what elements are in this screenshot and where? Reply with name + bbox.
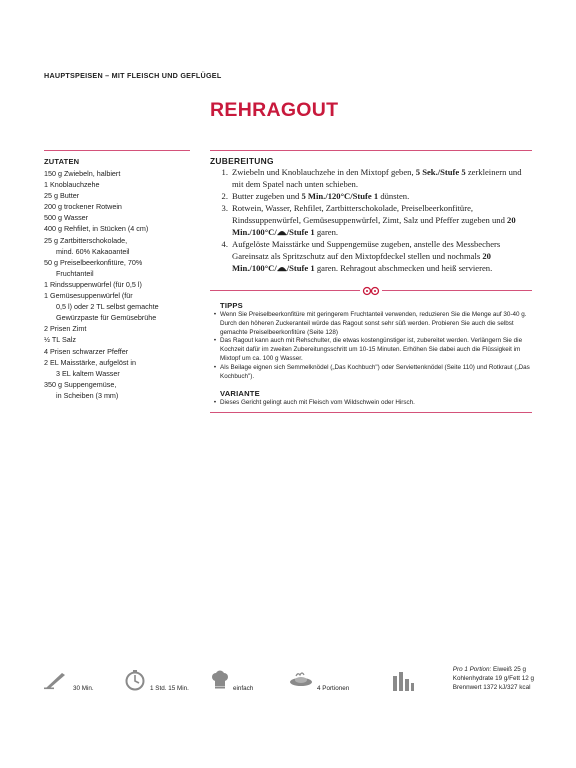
ingredient-line-continued: Gewürzpaste für Gemüsebrühe bbox=[56, 313, 157, 323]
ingredient-line: 150 g Zwiebeln, halbiert bbox=[44, 169, 121, 178]
difficulty-label: einfach bbox=[233, 685, 254, 692]
tips-title: TIPPS bbox=[220, 301, 243, 310]
ingredient-item bbox=[44, 257, 190, 279]
ingredients-panel bbox=[44, 150, 190, 401]
recipe-title: REHRAGOUT bbox=[210, 99, 339, 121]
ingredient-line-continued: 0,5 l) oder 2 TL selbst gemachte bbox=[56, 302, 159, 312]
step-number: 1. bbox=[221, 167, 228, 177]
nutrition-carbs-fat: Kohlenhydrate 19 g/Fett 12 g bbox=[452, 675, 534, 683]
tips-list bbox=[210, 311, 532, 381]
preparation-panel bbox=[210, 150, 532, 413]
step-text-c: dünsten. bbox=[378, 191, 410, 201]
counter-clockwise-icon bbox=[277, 227, 287, 237]
ingredient-line: 1 Rindssuppenwürfel (für 0,5 l) bbox=[44, 279, 142, 289]
preparation-title: ZUBEREITUNG bbox=[210, 156, 274, 166]
ingredient-item bbox=[44, 223, 190, 234]
ingredient-item bbox=[44, 168, 190, 179]
preparation-step bbox=[210, 238, 532, 274]
ingredient-line: 2 Prisen Zimt bbox=[44, 324, 87, 334]
step-speed: /Stufe 1 bbox=[286, 263, 315, 273]
preparation-step bbox=[210, 190, 532, 202]
portions-label: 4 Portionen bbox=[317, 685, 350, 692]
recipe-footer bbox=[44, 668, 534, 698]
tips-text: Wenn Sie Preiselbeerkonfitüre mit geringerem Fruchtanteil verwenden, reduzieren Sie die Menge auf 30-40 g. Durch den höheren Zuckeranteil würde das Ragout sonst sehr süß werden. Probieren Sie auch die selbst gemachte Preiselbeerkonfitüre (Seite 128) bbox=[220, 311, 527, 336]
step-number: 3. bbox=[221, 203, 228, 213]
ingredient-item bbox=[44, 279, 190, 290]
ingredient-item bbox=[44, 357, 190, 379]
total-time-label: 1 Std. 15 Min. bbox=[150, 685, 189, 692]
ingredient-line: 25 g Butter bbox=[44, 191, 80, 201]
ingredient-line: 2 EL Maisstärke, aufgelöst in bbox=[44, 357, 137, 367]
step-setting: 20 Min./100°C/ bbox=[232, 215, 516, 237]
ingredient-item bbox=[44, 235, 190, 257]
bullet-icon: • bbox=[213, 337, 217, 345]
ingredient-line-continued: Fruchtanteil bbox=[56, 268, 94, 278]
ingredient-item bbox=[44, 323, 190, 334]
ingredient-line-continued: mind. 60% Kakaoanteil bbox=[56, 246, 130, 256]
preparation-step bbox=[210, 166, 532, 190]
step-text bbox=[232, 166, 532, 190]
ingredient-line: 4 Prisen schwarzer Pfeffer bbox=[44, 346, 129, 356]
tips-item bbox=[210, 337, 532, 363]
step-text-a: Zwiebeln und Knoblauchzehe in den Mixtopf geben, bbox=[232, 167, 416, 177]
step-number: 4. bbox=[221, 239, 228, 249]
ingredient-item bbox=[44, 179, 190, 190]
step-text-c: zerkleinern und mit dem Spatel nach unten schieben. bbox=[232, 167, 522, 189]
ingredient-item bbox=[44, 379, 190, 401]
tips-text: Als Beilage eignen sich Semmelknödel („Das Kochbuch") oder Serviettenknödel (Seite 110) und Rotkraut („Das Kochbuch"). bbox=[220, 363, 530, 380]
nutrition-per-portion: Pro 1 Portion: bbox=[452, 666, 492, 673]
ingredient-item bbox=[44, 346, 190, 357]
ingredient-line: 200 g trockener Rotwein bbox=[44, 202, 122, 212]
ingredients-title: ZUTATEN bbox=[44, 157, 80, 166]
tips-item bbox=[210, 311, 532, 337]
step-setting: 5 Sek./Stufe 5 bbox=[415, 167, 466, 177]
step-text-a: Butter zugeben und bbox=[232, 191, 302, 201]
step-text bbox=[232, 202, 532, 238]
tips-item bbox=[210, 364, 532, 382]
step-text-e: garen. Rehragout abschmecken und heiß servieren. bbox=[314, 263, 493, 273]
ingredient-item bbox=[44, 334, 190, 345]
ornament-divider bbox=[210, 284, 532, 298]
ingredient-line-continued: in Scheiben (3 mm) bbox=[56, 390, 119, 400]
step-text-a: Rotwein, Wasser, Rehfilet, Zartbitterschokolade, Preiselbeerkonfitüre, Rindssuppenwürfel, Gemüsesuppenwürfel, Zimt, Salz und Pfeffer zugeben und bbox=[232, 203, 508, 225]
variant-list bbox=[210, 399, 532, 408]
step-text-e: garen. bbox=[314, 227, 339, 237]
ingredient-line: 400 g Rehfilet, in Stücken (4 cm) bbox=[44, 224, 149, 234]
nutrition-protein: Eiweiß 25 g bbox=[493, 666, 526, 673]
preparation-step bbox=[210, 202, 532, 238]
ingredient-line: ½ TL Salz bbox=[44, 335, 76, 345]
ingredient-item bbox=[44, 201, 190, 212]
ingredient-item bbox=[44, 212, 190, 223]
ingredient-line: 1 Gemüsesuppenwürfel (für bbox=[44, 291, 133, 301]
chef-hat-icon bbox=[210, 670, 230, 695]
step-setting: 5 Min./120°C/Stufe 1 bbox=[301, 191, 379, 201]
variant-title: VARIANTE bbox=[220, 389, 260, 399]
tips-text: Das Ragout kann auch mit Rehschulter, die etwas kostengünstiger ist, zubereitet werden. Verlängern Sie die Kochzeit dafür im zweiten Zubereitungsschritt um 10-15 Minuten. Erhöhen Sie dabei auch die Flüssigkeit im Mixtopf um ca. 100 g Wasser. bbox=[220, 337, 523, 362]
ornament-icon bbox=[360, 284, 382, 298]
prep-time-label: 30 Min. bbox=[73, 685, 94, 692]
ingredient-item bbox=[44, 290, 190, 312]
ingredients-top-rule bbox=[44, 150, 190, 151]
ingredient-line: 500 g Wasser bbox=[44, 213, 89, 223]
ingredient-line: 350 g Suppengemüse, bbox=[44, 379, 117, 389]
step-number: 2. bbox=[221, 191, 228, 201]
step-setting: 20 Min./100°C/ bbox=[232, 251, 491, 273]
ingredient-line: 50 g Preiselbeerkonfitüre, 70% bbox=[44, 257, 143, 267]
variant-item bbox=[210, 399, 532, 408]
ingredient-item bbox=[44, 190, 190, 201]
ingredient-item bbox=[44, 312, 190, 323]
ingredient-list bbox=[44, 168, 190, 401]
nutrition-energy: Brennwert 1372 kJ/327 kcal bbox=[452, 684, 531, 692]
step-text-a: Aufgelöste Maisstärke und Suppengemüse zugeben, anstelle des Messbechers Gareinsatz als Spritzschutz auf den Mixtopfdeckel stellen und nochmals bbox=[232, 239, 501, 261]
tips-bottom-rule bbox=[210, 412, 532, 413]
step-text bbox=[232, 190, 532, 202]
bullet-icon: • bbox=[213, 311, 217, 318]
ingredient-line: 25 g Zartbitterschokolade, bbox=[44, 235, 128, 245]
counter-clockwise-icon bbox=[277, 263, 287, 273]
ingredient-line-continued: 3 EL kaltem Wasser bbox=[56, 368, 120, 378]
step-text bbox=[232, 238, 532, 274]
bar-chart-icon bbox=[392, 670, 414, 697]
step-speed: /Stufe 1 bbox=[286, 227, 315, 237]
preparation-top-rule bbox=[210, 150, 532, 151]
preparation-steps bbox=[210, 166, 532, 274]
bullet-icon: • bbox=[213, 363, 217, 371]
nutrition-info bbox=[453, 665, 534, 693]
knife-icon bbox=[44, 670, 68, 695]
variant-text: Dieses Gericht gelingt auch mit Fleisch vom Wildschwein oder Hirsch. bbox=[220, 399, 415, 407]
bullet-icon: • bbox=[213, 399, 217, 407]
clock-icon bbox=[124, 670, 146, 697]
section-header: HAUPTSPEISEN – MIT FLEISCH UND GEFLÜGEL bbox=[44, 71, 222, 80]
plate-icon bbox=[288, 670, 314, 695]
ingredient-line: 1 Knoblauchzehe bbox=[44, 180, 100, 190]
